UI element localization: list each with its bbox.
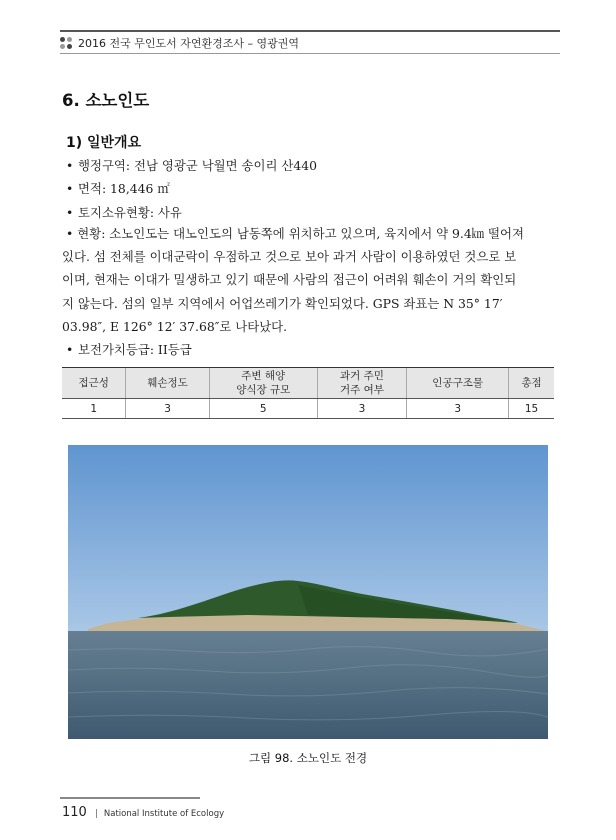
table-cell: 5 <box>209 399 317 419</box>
header-rule-bottom <box>60 53 560 54</box>
table-cell: 3 <box>126 399 209 419</box>
bullet-area-text: 면적: 18,446 ㎡ <box>78 181 170 196</box>
table-header-cell: 접근성 <box>62 368 126 399</box>
table-header-cell: 과거 주민 거주 여부 <box>317 368 406 399</box>
table-cell: 3 <box>407 399 509 419</box>
island-photo <box>68 445 548 739</box>
bullet-dot-icon: • <box>66 205 74 220</box>
table-header-cell: 주변 해양 양식장 규모 <box>209 368 317 399</box>
figure-caption: 그림 98. 소노인도 전경 <box>248 751 368 765</box>
header-rule-top <box>60 30 560 32</box>
status-line: 03.98″, E 126° 12′ 37.68″로 나타났다. <box>62 318 288 334</box>
bullet-dot-icon: • <box>66 342 74 357</box>
bullet-admin <box>66 157 317 175</box>
header-title: 2016 전국 무인도서 자연환경조사 – 영광권역 <box>78 37 299 50</box>
conservation-table <box>62 367 554 419</box>
footer-organization: National Institute of Ecology <box>103 809 225 819</box>
header-dots-icon <box>60 37 72 49</box>
table-header-cell: 총점 <box>509 368 554 399</box>
table-header-row <box>62 368 554 399</box>
bullet-ownership-text: 토지소유현황: 사유 <box>78 205 182 220</box>
bullet-ownership <box>66 204 182 222</box>
table-header-cell: 인공구조물 <box>407 368 509 399</box>
table-header-cell: 훼손정도 <box>126 368 209 399</box>
status-paragraph <box>62 222 556 338</box>
bullet-grade-text: 보전가치등급: II등급 <box>78 342 192 357</box>
page-footer <box>62 805 224 820</box>
table-cell: 1 <box>62 399 126 419</box>
table-cell: 3 <box>317 399 406 419</box>
sub-title: 1) 일반개요 <box>66 135 142 151</box>
running-header <box>60 34 299 52</box>
sea <box>68 631 548 739</box>
footer-rule <box>60 797 200 799</box>
footer-separator: | <box>94 809 98 819</box>
bullet-admin-text: 행정구역: 전남 영광군 낙월면 송이리 산440 <box>78 158 318 173</box>
status-line: 지 않는다. 섬의 일부 지역에서 어업쓰레기가 확인되었다. GPS 좌표는 N 35° 17′ <box>62 295 503 311</box>
status-line: 있다. 섬 전체를 이대군락이 우점하고 것으로 보아 과거 사람이 이용하였던 것으로 보 <box>62 249 517 265</box>
status-line: • 현황: 소노인도는 대노인도의 남동쪽에 위치하고 있으며, 육지에서 약 9.4㎞ 떨어져 <box>66 226 524 241</box>
status-line: 이며, 현재는 이대가 밀생하고 있기 때문에 사람의 접근이 어려워 훼손이 거의 확인되 <box>62 272 517 288</box>
table-cell: 15 <box>509 399 554 419</box>
bullet-dot-icon: • <box>66 226 78 241</box>
bullet-dot-icon: • <box>66 181 74 196</box>
bullet-dot-icon: • <box>66 158 74 173</box>
bullet-grade <box>66 341 192 359</box>
page-number: 110 <box>62 805 87 820</box>
bullet-area <box>66 180 170 198</box>
table-row <box>62 399 554 419</box>
section-title: 6. 소노인도 <box>62 91 150 110</box>
